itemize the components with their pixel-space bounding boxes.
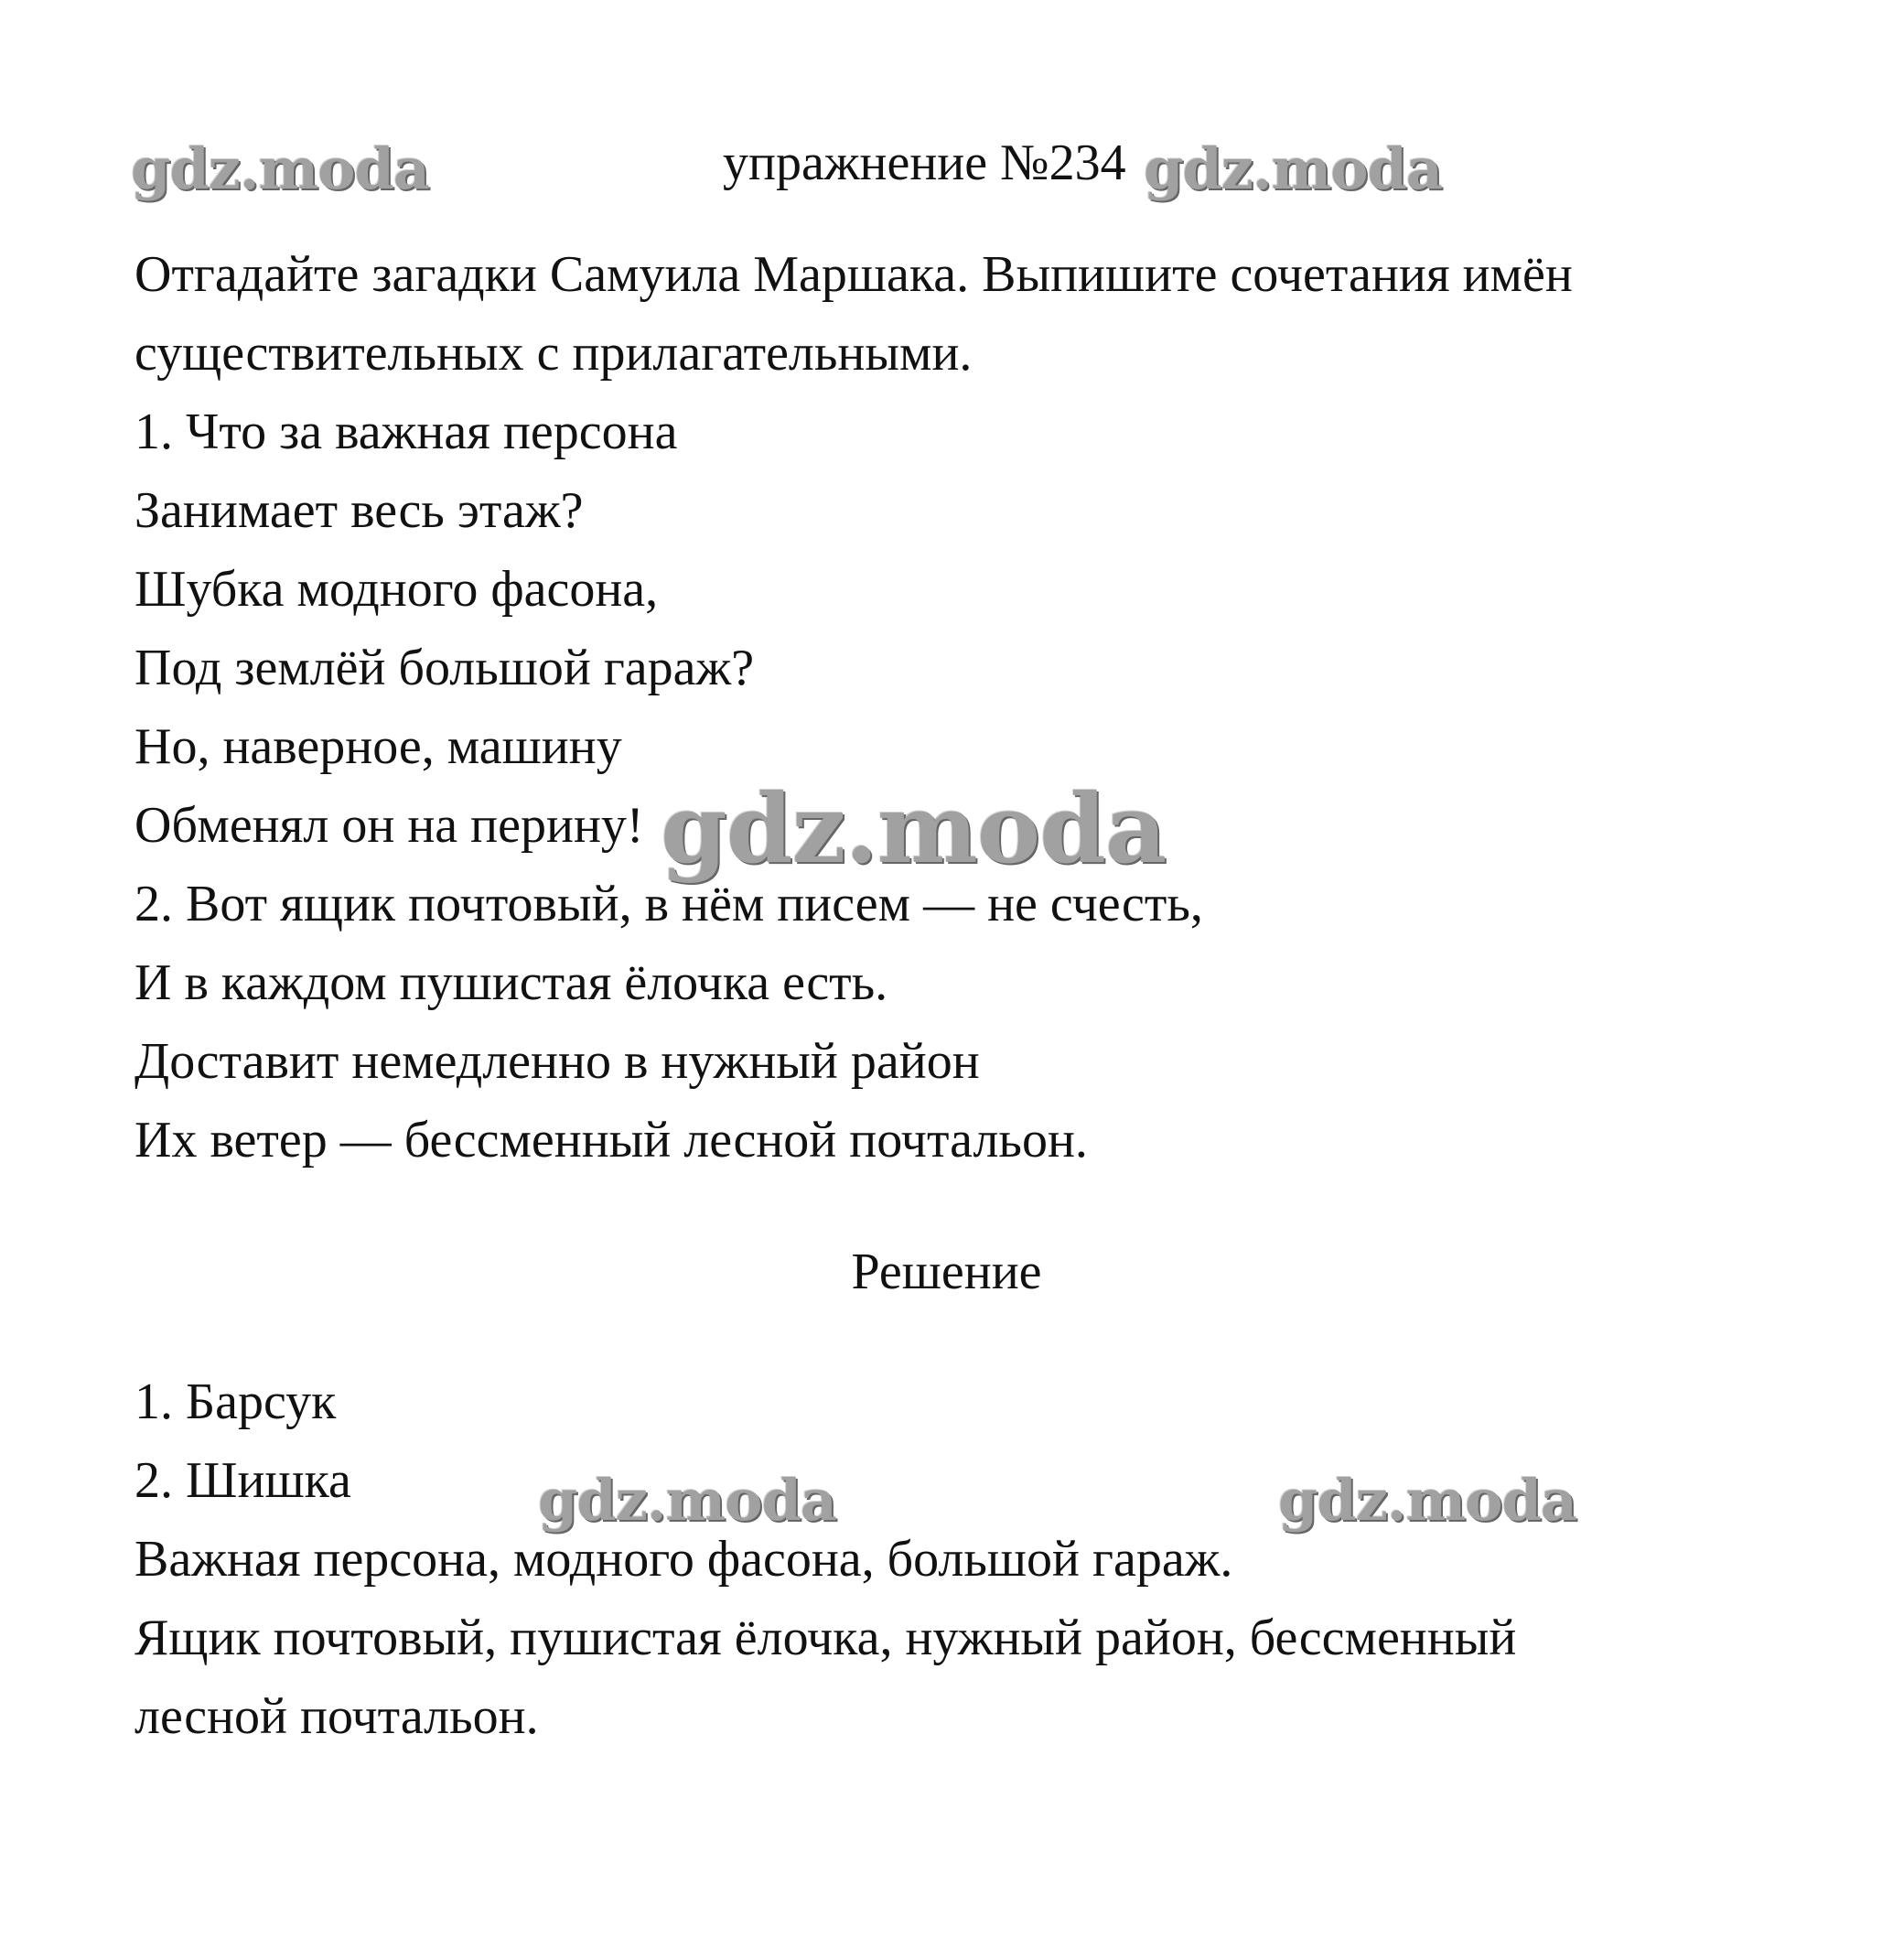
phrases-line-3: лесной почтальон. — [134, 1688, 539, 1745]
exercise-title: упражнение №234 — [723, 135, 1126, 191]
riddle-1-line-6: Обменял он на перину! — [134, 797, 644, 854]
task-instruction-line-2: существительных с прилагательными. — [134, 325, 973, 382]
riddle-1-line-1: 1. Что за важная персона — [134, 404, 678, 460]
answer-2: 2. Шишка — [134, 1452, 351, 1509]
riddle-1-line-4: Под землёй большой гараж? — [134, 640, 755, 696]
phrases-line-1: Важная персона, модного фасона, большой гараж. — [134, 1531, 1233, 1588]
riddle-1-line-3: Шубка модного фасона, — [134, 561, 659, 618]
riddle-2-line-1: 2. Вот ящик почтовый, в нём писем — не счесть, — [134, 876, 1203, 932]
solution-heading: Решение — [851, 1244, 1042, 1300]
watermark-logo: gdz.moda — [661, 772, 1167, 885]
watermark-logo: gdz.moda — [131, 135, 429, 202]
riddle-1-line-2: Занимает весь этаж? — [134, 482, 584, 539]
riddle-2-line-4: Их ветер — бессменный лесной почтальон. — [134, 1112, 1088, 1168]
watermark-logo: gdz.moda — [1144, 135, 1442, 202]
riddle-1-line-5: Но, наверное, машину — [134, 718, 622, 775]
answer-1: 1. Барсук — [134, 1373, 337, 1430]
task-instruction-line-1: Отгадайте загадки Самуила Маршака. Выпишите сочетания имён — [134, 246, 1573, 303]
riddle-2-line-3: Доставит немедленно в нужный район — [134, 1033, 980, 1090]
watermark-logo: gdz.moda — [1278, 1467, 1576, 1534]
riddle-2-line-2: И в каждом пушистая ёлочка есть. — [134, 954, 888, 1011]
watermark-logo: gdz.moda — [538, 1467, 836, 1534]
phrases-line-2: Ящик почтовый, пушистая ёлочка, нужный район, бессменный — [134, 1610, 1517, 1666]
